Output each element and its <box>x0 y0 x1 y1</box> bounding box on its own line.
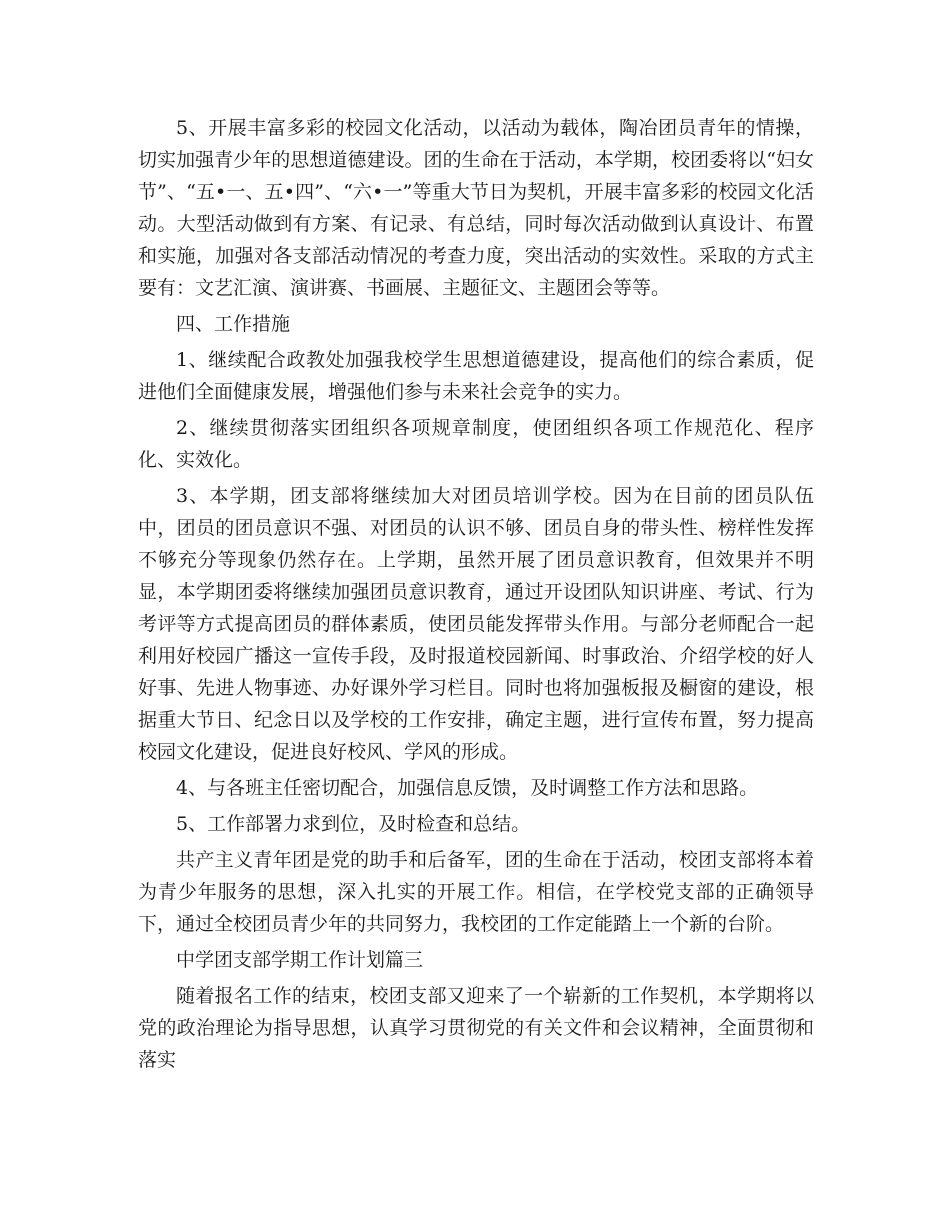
document-page <box>138 112 814 1080</box>
section-heading-part-three: 中学团支部学期工作计划篇三 <box>176 949 424 971</box>
paragraph-measure-5: 5、工作部署力求到位，及时检查和总结。 <box>176 813 531 835</box>
paragraph-conclusion: 共产主义青年团是党的助手和后备军，团的生命在于活动，校团支部将本着为青少年服务的思想，深入扎实的开展工作。相信，在学校党支部的正确领导下，通过全校团员青少年的共同努力，我校团的工作定能踏上一个新的台阶。 <box>138 849 814 935</box>
paragraph-measure-4: 4、与各班主任密切配合，加强信息反馈，及时调整工作方法和思路。 <box>176 777 759 799</box>
paragraph-part-three-intro: 随着报名工作的结束，校团支部又迎来了一个崭新的工作契机，本学期将以党的政治理论为指导思想，认真学习贯彻党的有关文件和会议精神，全面贯彻和落实 <box>138 985 814 1071</box>
paragraph-measure-3: 3、本学期，团支部将继续加大对团员培训学校。因为在目前的团员队伍中，团员的团员意识不强、对团员的认识不够、团员自身的带头性、榜样性发挥不够充分等现象仍然存在。上学期，虽然开展了团员意识教育，但效果并不明显，本学期团委将继续加强团员意识教育，通过开设团队知识讲座、考试、行为考评等方式提高团员的群体素质，使团员能发挥带头作用。与部分老师配合一起利用好校园广播这一宣传手段，及时报道校园新闻、时事政治、介绍学校的好人好事、先进人物事迹、办好课外学习栏目。同时也将加强板报及橱窗的建设，根据重大节日、纪念日以及学校的工作安排，确定主题，进行宣传布置，努力提高校园文化建设，促进良好校风、学风的形成。 <box>138 485 814 763</box>
paragraph-measure-1: 1、继续配合政教处加强我校学生思想道德建设，提高他们的综合素质，促进他们全面健康发展，增强他们参与未来社会竞争的实力。 <box>138 349 814 403</box>
paragraph-activities: 5、开展丰富多彩的校园文化活动，以活动为载体，陶冶团员青年的情操，切实加强青少年的思想道德建设。团的生命在于活动，本学期，校团委将以“妇女节”、“五•一、五•四”、“六•一”等重大节日为契机，开展丰富多彩的校园文化活动。大型活动做到有方案、有记录、有总结，同时每次活动做到认真设计、布置和实施，加强对各支部活动情况的考查力度，突出活动的实效性。采取的方式主要有：文艺汇演、演讲赛、书画展、主题征文、主题团会等等。 <box>138 117 814 299</box>
paragraph-measure-2: 2、继续贯彻落实团组织各项规章制度，使团组织各项工作规范化、程序化、实效化。 <box>138 417 814 471</box>
section-heading-measures: 四、工作措施 <box>176 313 291 335</box>
